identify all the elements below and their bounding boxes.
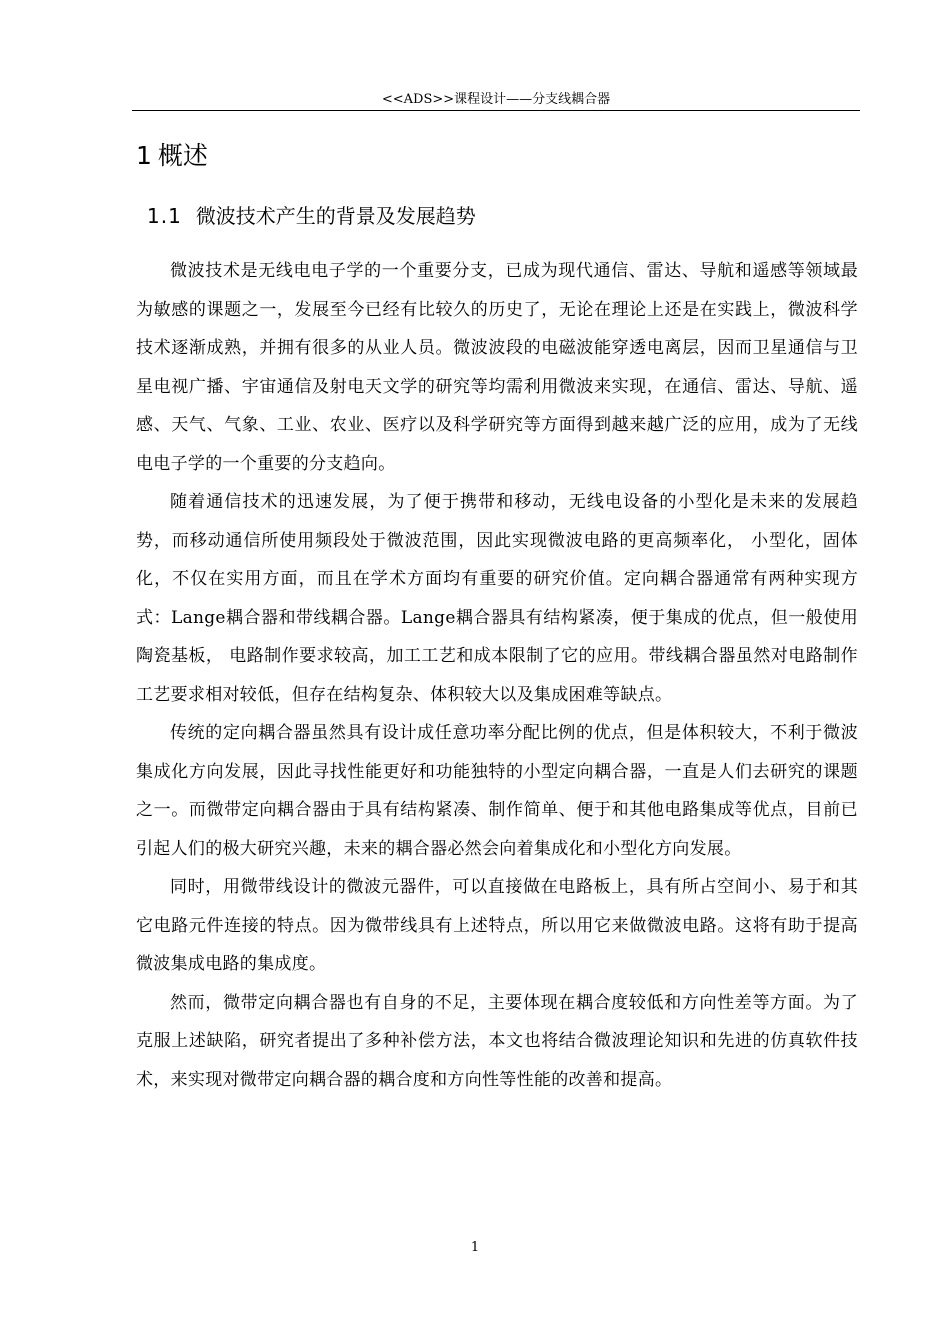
section-title-text: 微波技术产生的背景及发展趋势 bbox=[195, 204, 476, 228]
header-rule bbox=[132, 110, 860, 111]
section-title bbox=[147, 202, 476, 230]
chapter-title-text: 概述 bbox=[157, 141, 208, 170]
chapter-number: 1 bbox=[136, 141, 152, 170]
running-header: <<ADS>>课程设计——分支线耦合器 bbox=[381, 92, 611, 107]
paragraph: 传统的定向耦合器虽然具有设计成任意功率分配比例的优点，但是体积较大，不利于微波集成化方向发展，因此寻找性能更好和功能独特的小型定向耦合器，一直是人们去研究的课题之一。而微带定向耦合器由于具有结构紧凑、制作简单、便于和其他电路集成等优点，目前已引起人们的极大研究兴趣，未来的耦合器必然会向着集成化和小型化方向发展。 bbox=[136, 723, 858, 859]
chapter-title bbox=[136, 139, 208, 173]
paragraph: 随着通信技术的迅速发展，为了便于携带和移动，无线电设备的小型化是未来的发展趋势，而移动通信所使用频段处于微波范围，因此实现微波电路的更高频率化， 小型化，固体化，不仅在实用方面，而且在学术方面均有重要的研究价值。定向耦合器通常有两种实现方式：Lange耦合器和带线耦合器。Lange耦合器具有结构紧凑，便于集成的优点，但一般使用陶瓷基板， 电路制作要求较高，加工工艺和成本限制了它的应用。带线耦合器虽然对电路制作工艺要求相对较低，但存在结构复杂、体积较大以及集成困难等缺点。 bbox=[136, 492, 858, 705]
paragraph: 然而，微带定向耦合器也有自身的不足，主要体现在耦合度较低和方向性差等方面。为了克服上述缺陷，研究者提出了多种补偿方法，本文也将结合微波理论知识和先进的仿真软件技术，来实现对微带定向耦合器的耦合度和方向性等性能的改善和提高。 bbox=[136, 992, 858, 1090]
page-number: 1 bbox=[470, 1240, 480, 1255]
paragraph: 同时，用微带线设计的微波元器件，可以直接做在电路板上，具有所占空间小、易于和其它电路元件连接的特点。因为微带线具有上述特点，所以用它来做微波电路。这将有助于提高微波集成电路的集成度。 bbox=[136, 877, 858, 974]
body-text bbox=[136, 252, 858, 1099]
section-number: 1.1 bbox=[147, 204, 182, 228]
paragraph: 微波技术是无线电电子学的一个重要分支，已成为现代通信、雷达、导航和遥感等领域最为敏感的课题之一，发展至今已经有比较久的历史了，无论在理论上还是在实践上，微波科学技术逐渐成熟，并拥有很多的从业人员。微波波段的电磁波能穿透电离层，因而卫星通信与卫星电视广播、宇宙通信及射电天文学的研究等均需利用微波来实现，在通信、雷达、导航、遥感、天气、气象、工业、农业、医疗以及科学研究等方面得到越来越广泛的应用，成为了无线电电子学的一个重要的分支趋向。 bbox=[136, 261, 858, 474]
